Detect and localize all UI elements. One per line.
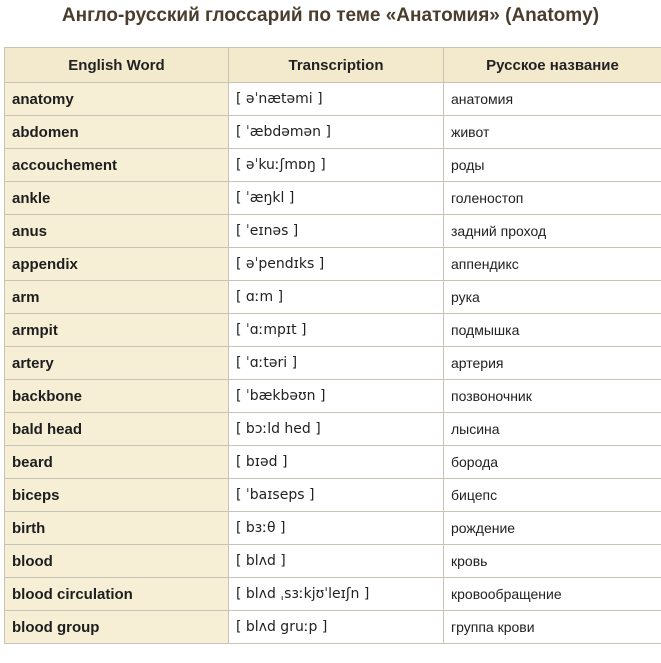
table-header-row <box>5 48 661 83</box>
glossary-table <box>4 47 661 644</box>
russian-name-cell: задний проход <box>444 215 661 248</box>
english-word-cell: accouchement <box>5 149 229 182</box>
russian-name-cell: живот <box>444 116 661 149</box>
table-row <box>5 314 661 347</box>
page-title: Англо-русский глоссарий по теме «Анатомия» (Anatomy) <box>61 5 600 26</box>
english-word-cell: beard <box>5 446 229 479</box>
russian-name-cell: кровообращение <box>444 578 661 611</box>
russian-name-cell: аппендикс <box>444 248 661 281</box>
english-word-cell: birth <box>5 512 229 545</box>
russian-name-cell: бицепс <box>444 479 661 512</box>
table-row <box>5 545 661 578</box>
table-row <box>5 413 661 446</box>
transcription-cell: [ ˈbaɪseps ] <box>229 479 444 512</box>
table-row <box>5 446 661 479</box>
russian-name-cell: голеностоп <box>444 182 661 215</box>
transcription-cell: [ bɜːθ ] <box>229 512 444 545</box>
transcription-cell: [ ˈæbdəmən ] <box>229 116 444 149</box>
russian-name-cell: рука <box>444 281 661 314</box>
table-row <box>5 116 661 149</box>
english-word-cell: artery <box>5 347 229 380</box>
russian-name-cell: роды <box>444 149 661 182</box>
table-row <box>5 182 661 215</box>
header-english-word: English Word <box>5 48 229 83</box>
table-row <box>5 281 661 314</box>
english-word-cell: arm <box>5 281 229 314</box>
english-word-cell: abdomen <box>5 116 229 149</box>
russian-name-cell: борода <box>444 446 661 479</box>
transcription-cell: [ blʌd ] <box>229 545 444 578</box>
transcription-cell: [ əˈnætəmi ] <box>229 83 444 116</box>
english-word-cell: blood <box>5 545 229 578</box>
english-word-cell: armpit <box>5 314 229 347</box>
russian-name-cell: анатомия <box>444 83 661 116</box>
english-word-cell: appendix <box>5 248 229 281</box>
table-row <box>5 347 661 380</box>
russian-name-cell: подмышка <box>444 314 661 347</box>
table-row <box>5 479 661 512</box>
header-transcription: Transcription <box>229 48 444 83</box>
table-row <box>5 512 661 545</box>
transcription-cell: [ ˈæŋkl ] <box>229 182 444 215</box>
transcription-cell: [ ˈbækbəʊn ] <box>229 380 444 413</box>
table-row <box>5 380 661 413</box>
table-row <box>5 83 661 116</box>
transcription-cell: [ ˈeɪnəs ] <box>229 215 444 248</box>
russian-name-cell: кровь <box>444 545 661 578</box>
table-row <box>5 578 661 611</box>
table-row <box>5 215 661 248</box>
english-word-cell: backbone <box>5 380 229 413</box>
russian-name-cell: лысина <box>444 413 661 446</box>
english-word-cell: anus <box>5 215 229 248</box>
english-word-cell: bald head <box>5 413 229 446</box>
table-row <box>5 611 661 644</box>
header-russian-name: Русское название <box>444 48 661 83</box>
english-word-cell: blood group <box>5 611 229 644</box>
transcription-cell: [ bɔːld hed ] <box>229 413 444 446</box>
russian-name-cell: артерия <box>444 347 661 380</box>
russian-name-cell: группа крови <box>444 611 661 644</box>
transcription-cell: [ əˈpendɪks ] <box>229 248 444 281</box>
transcription-cell: [ blʌd gruːp ] <box>229 611 444 644</box>
table-row <box>5 248 661 281</box>
transcription-cell: [ ˈɑːmpɪt ] <box>229 314 444 347</box>
russian-name-cell: рождение <box>444 512 661 545</box>
transcription-cell: [ ˈɑːtəri ] <box>229 347 444 380</box>
english-word-cell: ankle <box>5 182 229 215</box>
english-word-cell: blood circulation <box>5 578 229 611</box>
transcription-cell: [ blʌd ˌsɜːkjʊˈleɪʃn ] <box>229 578 444 611</box>
transcription-cell: [ ɑːm ] <box>229 281 444 314</box>
transcription-cell: [ bɪəd ] <box>229 446 444 479</box>
table-row <box>5 149 661 182</box>
english-word-cell: biceps <box>5 479 229 512</box>
russian-name-cell: позвоночник <box>444 380 661 413</box>
transcription-cell: [ əˈkuːʃmɒŋ ] <box>229 149 444 182</box>
english-word-cell: anatomy <box>5 83 229 116</box>
